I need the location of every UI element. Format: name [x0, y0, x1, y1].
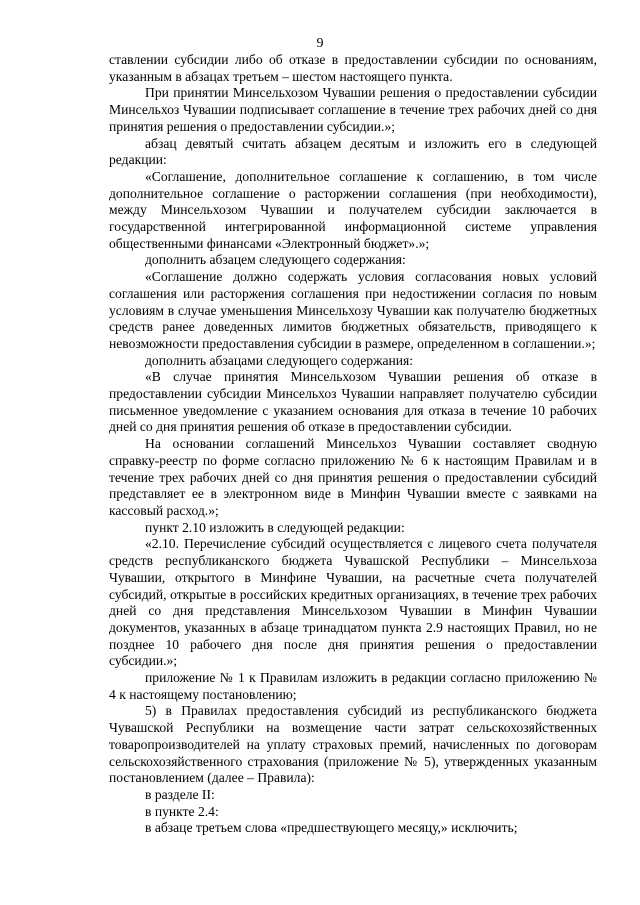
- paragraph: приложение № 1 к Правилам изложить в редакции согласно приложению № 4 к настоящему постановлению;: [109, 670, 597, 702]
- paragraph: При принятии Минсельхозом Чувашии решения о предоставлении субсидии Минсельхоз Чувашии подписывает соглашение в течение трех рабочих дней со дня принятия решения о предоставлении субсидии.»;: [109, 85, 597, 134]
- paragraph: «В случае принятия Минсельхозом Чувашии решения об отказе в предоставлении субсидии Минсельхоз Чувашии направляет получателю субсидии письменное уведомление с указанием основания для отказа в течение 10 рабочих дней со дня принятия решения об отказе в предоставлении субсидии.: [109, 369, 597, 435]
- page-number: 9: [316, 36, 324, 51]
- paragraph: «Соглашение, дополнительное соглашение к соглашению, в том числе дополнительное соглашение о расторжении соглашения (при необходимости), между Минсельхозом Чувашии и получателем субсидии заключается в государственной интегрированной информационной системе управления общественными финансами «Электронный бюджет».»;: [109, 168, 597, 251]
- paragraph: в абзаце третьем слова «предшествующего месяцу,» исключить;: [145, 820, 518, 836]
- paragraph: «2.10. Перечисление субсидий осуществляется с лицевого счета получателя средств республиканского бюджета Чувашской Республики – Минсельхоза Чувашии, открытого в Минфине Чувашии, на расчетные счета получателей субсидий, открытые в российских кредитных организациях, в течение трех рабочих дней со дня представления Минсельхозом Чувашии в Минфин Чувашии документов, указанных в абзаце тринадцатом пункта 2.9 настоящих Правил, но не позднее 10 рабочего дня после дня принятия решения о предоставлении субсидии.»;: [109, 536, 597, 669]
- paragraph: абзац девятый считать абзацем десятым и изложить его в следующей редакции:: [109, 135, 597, 168]
- document-body: [109, 52, 597, 837]
- paragraph: дополнить абзацем следующего содержания:: [145, 252, 406, 268]
- paragraph: в пункте 2.4:: [145, 803, 219, 819]
- paragraph: ставлении субсидии либо об отказе в предоставлении субсидии по основаниям, указанным в абзацах третьем – шестом настоящего пункта.: [109, 52, 597, 84]
- paragraph: дополнить абзацами следующего содержания:: [145, 352, 414, 368]
- paragraph: «Соглашение должно содержать условия согласования новых условий соглашения или расторжения соглашения при недостижении согласия по новым условиям в случае уменьшения Минсельхозу Чувашии как получателю бюджетных средств ранее доведенных лимитов бюджетных обязательств, приводящего к невозможности предоставления субсидии в размере, определенном в соглашении.»;: [109, 269, 597, 351]
- paragraph: На основании соглашений Минсельхоз Чувашии составляет сводную справку-реестр по форме согласно приложению № 6 к настоящим Правилам и в течение трех рабочих дней со дня принятия решения о предоставлении субсидий представляет ее в электронном виде в Минфин Чувашии вместе с заявками на кассовый расход.»;: [109, 436, 597, 518]
- paragraph: 5) в Правилах предоставления субсидий из республиканского бюджета Чувашской Республики на возмещение части затрат сельскохозяйственных товаропроизводителей на уплату страховых премий, начисленных по договорам сельскохозяйственного страхования (приложение № 5), утвержденных указанным постановлением (далее – Правила):: [109, 703, 597, 786]
- paragraph: пункт 2.10 изложить в следующей редакции:: [145, 519, 405, 535]
- paragraph: в разделе II:: [145, 786, 215, 802]
